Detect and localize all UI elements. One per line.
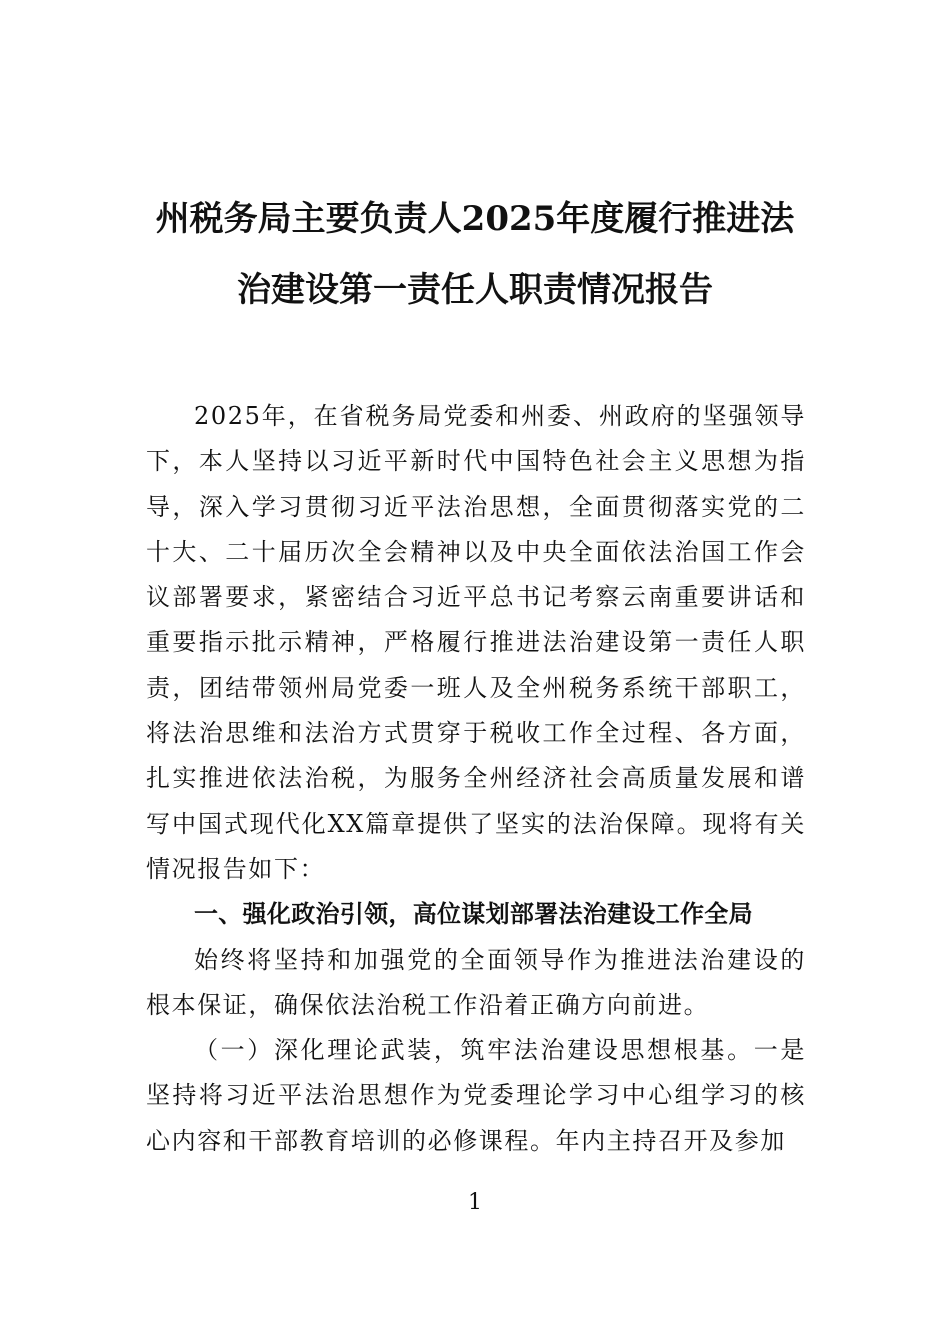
subsection-1-text: 一是坚持将习近平法治思想作为党委理论学习中心组学习的核心内容和干部教育培训的必修课程。年内主持召开及参加 [146,1036,806,1155]
section-1-paragraph: 始终将坚持和加强党的全面领导作为推进法治建设的根本保证，确保依法治税工作沿着正确方向前进。 [146,945,806,1019]
section-1-heading: 一、强化政治引领，高位谋划部署法治建设工作全局 [194,900,753,929]
subsection-1-paragraph [146,1028,806,1164]
subsection-1-lead: （一）深化理论武装，筑牢法治建设思想根基。 [194,1036,754,1065]
document-title-line-1: 州税务局主要负责人2025年度履行推进法 [155,199,795,239]
page-number: 1 [468,1190,482,1215]
intro-paragraph: 2025年，在省税务局党委和州委、州政府的坚强领导下，本人坚持以习近平新时代中国特色社会主义思想为指导，深入学习贯彻习近平法治思想，全面贯彻落实党的二十大、二十届历次全会精神以及中央全面依法治国工作会议部署要求，紧密结合习近平总书记考察云南重要讲话和重要指示批示精神，严格履行推进法治建设第一责任人职责，团结带领州局党委一班人及全州税务系统干部职工，将法治思维和法治方式贯穿于税收工作全过程、各方面，扎实推进依法治税，为服务全州经济社会高质量发展和谱写中国式现代化XX篇章提供了坚实的法治保障。现将有关情况报告如下： [146,402,806,883]
document-body [146,394,806,1164]
document-title-line-2: 治建设第一责任人职责情况报告 [237,270,713,310]
